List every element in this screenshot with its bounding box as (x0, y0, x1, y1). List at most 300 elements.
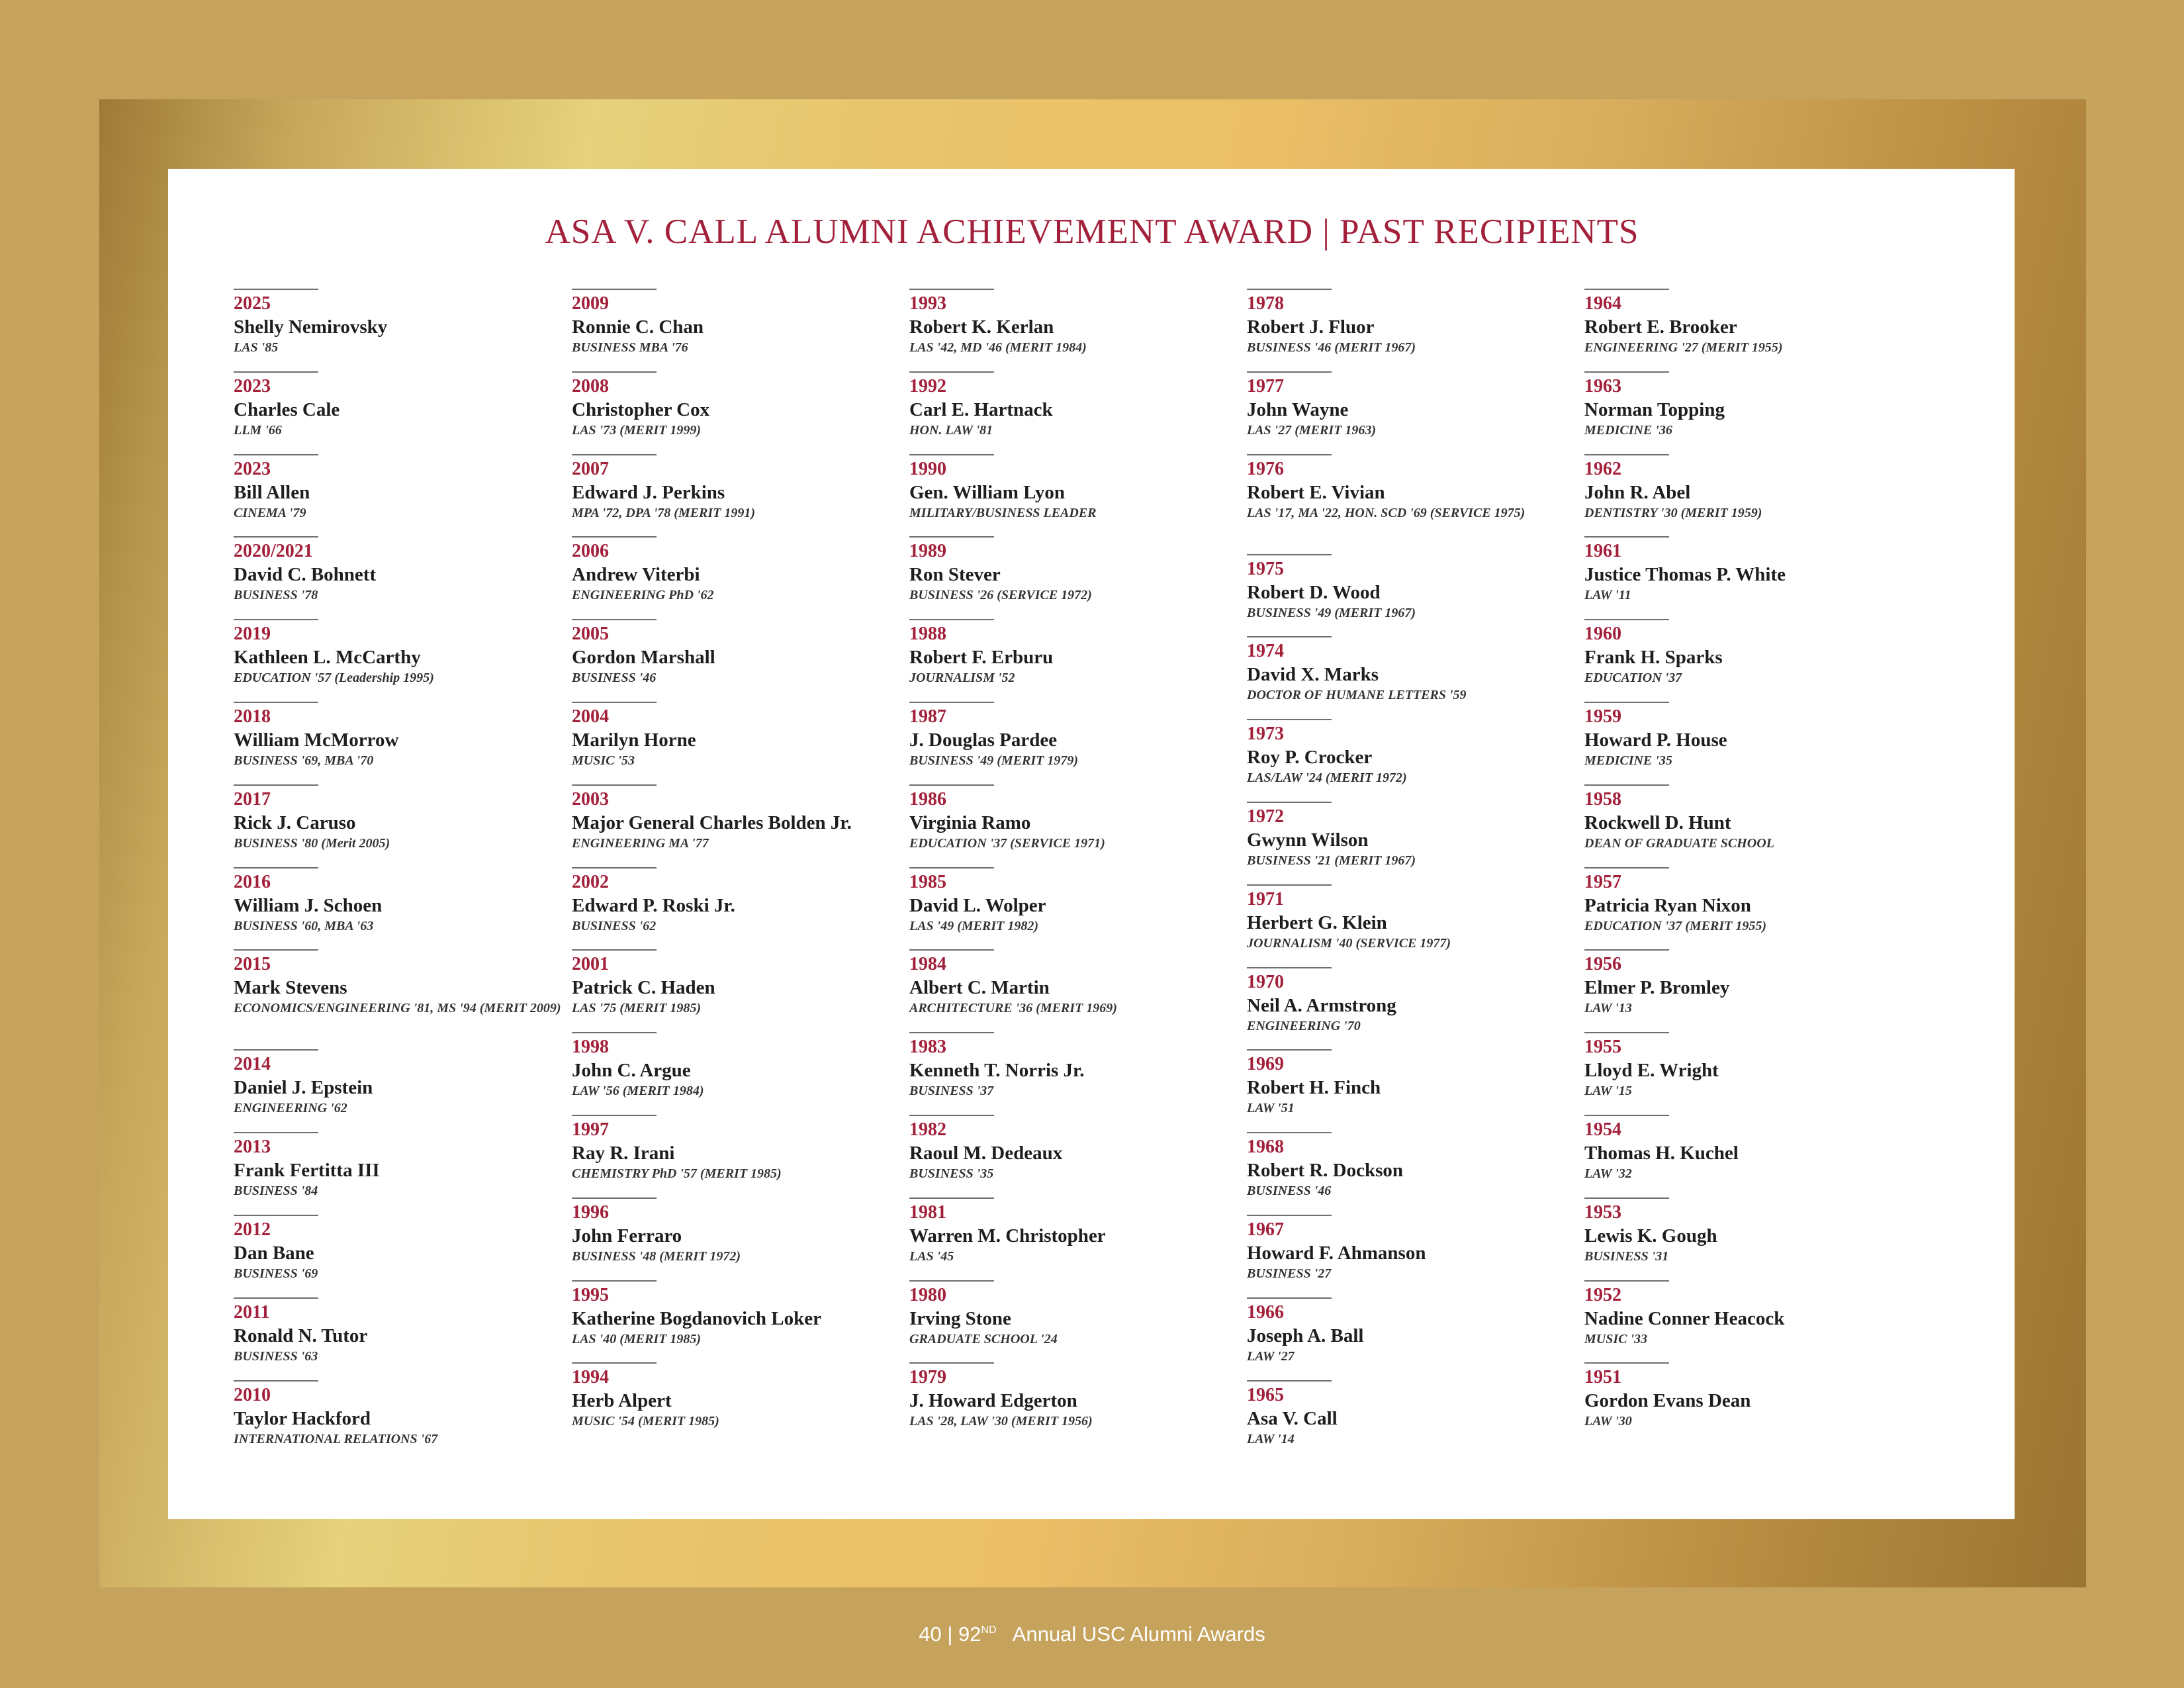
award-year: 1987 (909, 706, 946, 727)
year-divider (1584, 1197, 1669, 1199)
award-year: 2012 (234, 1219, 271, 1240)
recipient-detail: ENGINEERING '27 (MERIT 1955) (1584, 340, 1783, 355)
recipient-name: Gordon Marshall (572, 647, 715, 669)
recipient-entry (1247, 1297, 1578, 1380)
recipient-entry (234, 454, 565, 537)
award-year: 2007 (572, 458, 609, 479)
recipient-name: John Wayne (1247, 399, 1349, 420)
award-year: 2015 (234, 954, 271, 975)
recipient-detail: EDUCATION '37 (MERIT 1955) (1584, 918, 1767, 933)
year-divider (234, 1132, 318, 1133)
recipient-name: David C. Bohnett (234, 564, 377, 586)
recipient-name: Norman Topping (1584, 399, 1725, 420)
recipient-entry (572, 619, 903, 702)
recipient-name: Kathleen L. McCarthy (234, 647, 421, 669)
recipient-entry (234, 1132, 565, 1215)
recipient-name: Gordon Evans Dean (1584, 1390, 1751, 1412)
recipient-detail: MEDICINE '35 (1584, 753, 1672, 768)
year-divider (1247, 454, 1332, 455)
recipient-name: Ronnie C. Chan (572, 316, 704, 338)
recipient-detail: DOCTOR OF HUMANE LETTERS '59 (1247, 688, 1467, 703)
recipient-name: Howard P. House (1584, 729, 1727, 751)
page-number: 40 (919, 1622, 942, 1646)
year-divider (1584, 1032, 1669, 1033)
recipient-detail: BUSINESS '49 (MERIT 1967) (1247, 605, 1416, 620)
recipient-detail: BUSINESS '31 (1584, 1248, 1669, 1264)
award-year: 1969 (1247, 1054, 1284, 1075)
recipient-detail: BUSINESS '69 (234, 1266, 318, 1281)
recipient-detail: ECONOMICS/ENGINEERING '81, MS '94 (MERIT 2009) (234, 1001, 561, 1016)
recipient-name: Frank H. Sparks (1584, 647, 1723, 669)
award-year: 2023 (234, 375, 271, 397)
year-divider (1247, 802, 1332, 803)
award-year: 1952 (1584, 1284, 1621, 1305)
award-year: 1953 (1584, 1201, 1621, 1223)
award-year: 1960 (1584, 624, 1621, 645)
recipients-column-2 (572, 289, 903, 1445)
year-divider (909, 1280, 994, 1282)
award-year: 1995 (572, 1284, 609, 1305)
recipient-detail: EDUCATION '57 (Leadership 1995) (234, 671, 434, 686)
recipient-entry (572, 1280, 903, 1363)
recipient-name: Justice Thomas P. White (1584, 564, 1786, 586)
award-year: 1958 (1584, 788, 1621, 810)
recipient-name: Gen. William Lyon (909, 481, 1066, 503)
recipient-name: John R. Abel (1584, 481, 1691, 503)
recipient-name: Asa V. Call (1247, 1407, 1338, 1429)
recipient-entry (234, 702, 565, 784)
recipient-name: Marilyn Horne (572, 729, 696, 751)
recipient-name: Bill Allen (234, 481, 310, 503)
year-divider (1247, 1132, 1332, 1133)
year-divider (909, 867, 994, 868)
recipient-entry (1584, 1115, 1915, 1197)
recipient-entry (1247, 554, 1578, 637)
recipient-name: Neil A. Armstrong (1247, 994, 1396, 1016)
recipient-entry (1584, 1032, 1915, 1115)
year-divider (909, 702, 994, 703)
recipient-detail: JOURNALISM '52 (909, 671, 1015, 686)
year-divider (1584, 619, 1669, 620)
recipient-detail: LLM '66 (234, 422, 282, 438)
recipients-column-4 (1247, 289, 1578, 1462)
recipient-detail: LAW '27 (1247, 1348, 1295, 1364)
award-year: 1988 (909, 624, 946, 645)
recipient-name: Edward J. Perkins (572, 481, 725, 503)
recipient-entry (1584, 619, 1915, 702)
recipient-entry (234, 536, 565, 619)
recipient-entry (909, 1115, 1240, 1197)
recipient-name: Major General Charles Bolden Jr. (572, 812, 852, 833)
year-divider (234, 867, 318, 868)
recipient-detail: LAW '30 (1584, 1414, 1632, 1429)
award-year: 1970 (1247, 971, 1284, 992)
award-year: 2008 (572, 375, 609, 397)
year-divider (572, 784, 657, 786)
award-year: 2011 (234, 1301, 270, 1323)
award-year: 1963 (1584, 375, 1621, 397)
recipient-name: J. Douglas Pardee (909, 729, 1058, 751)
recipient-entry (909, 289, 1240, 371)
year-divider (1584, 454, 1669, 455)
recipient-detail: INTERNATIONAL RELATIONS '67 (234, 1431, 438, 1446)
year-divider (1584, 536, 1669, 538)
recipient-entry (1584, 1197, 1915, 1280)
year-divider (234, 1215, 318, 1216)
award-year: 2006 (572, 541, 609, 562)
year-divider (909, 1362, 994, 1364)
award-year: 1978 (1247, 293, 1284, 314)
recipient-detail: LAS '42, MD '46 (MERIT 1984) (909, 340, 1087, 355)
award-year: 2019 (234, 624, 271, 645)
year-divider (572, 1362, 657, 1364)
recipient-name: Raoul M. Dedeaux (909, 1142, 1063, 1164)
award-year: 2016 (234, 871, 271, 892)
year-divider (572, 619, 657, 620)
recipient-detail: BUSINESS '26 (SERVICE 1972) (909, 588, 1092, 603)
recipient-detail: LAS '49 (MERIT 1982) (909, 918, 1039, 933)
year-divider (1247, 371, 1332, 373)
award-year: 2009 (572, 293, 609, 314)
recipient-detail: LAW '56 (MERIT 1984) (572, 1084, 704, 1099)
recipient-entry (909, 454, 1240, 537)
recipient-name: Rockwell D. Hunt (1584, 812, 1731, 833)
year-divider (909, 454, 994, 455)
recipient-detail: ENGINEERING MA '77 (572, 835, 709, 851)
recipient-detail: BUSINESS '46 (MERIT 1967) (1247, 340, 1416, 355)
recipient-entry (572, 1197, 903, 1280)
recipient-detail: LAW '51 (1247, 1101, 1295, 1116)
year-divider (1247, 1380, 1332, 1382)
recipient-entry (1247, 802, 1578, 884)
award-year: 1955 (1584, 1037, 1621, 1058)
award-year: 2004 (572, 706, 609, 727)
recipient-detail: BUSINESS '62 (572, 918, 657, 933)
recipient-name: Joseph A. Ball (1247, 1325, 1364, 1346)
recipient-name: Daniel J. Epstein (234, 1077, 373, 1099)
recipient-detail: LAS '45 (909, 1248, 954, 1264)
recipient-entry (234, 1049, 565, 1132)
recipient-entry (1247, 884, 1578, 967)
recipient-detail: BUSINESS '80 (Merit 2005) (234, 835, 390, 851)
footer-separator: | (947, 1622, 953, 1646)
award-year: 1956 (1584, 954, 1621, 975)
recipient-detail: MILITARY/BUSINESS LEADER (909, 505, 1097, 520)
award-year: 1989 (909, 541, 946, 562)
award-year: 1967 (1247, 1219, 1284, 1240)
recipient-name: Gwynn Wilson (1247, 829, 1369, 851)
recipient-entry (234, 1215, 565, 1297)
recipient-detail: BUSINESS '78 (234, 588, 318, 603)
year-divider (1247, 554, 1332, 555)
recipient-detail: BUSINESS '37 (909, 1084, 994, 1099)
award-year: 1973 (1247, 724, 1284, 745)
award-year: 1962 (1584, 458, 1621, 479)
recipients-column-3 (909, 289, 1240, 1445)
year-divider (1584, 702, 1669, 703)
recipient-name: Thomas H. Kuchel (1584, 1142, 1739, 1164)
recipient-name: Dan Bane (234, 1242, 314, 1264)
award-year: 1976 (1247, 458, 1284, 479)
recipient-entry (234, 289, 565, 371)
recipient-detail: CHEMISTRY PhD '57 (MERIT 1985) (572, 1166, 782, 1181)
recipient-detail: LAS '73 (MERIT 1999) (572, 422, 702, 438)
award-year: 1979 (909, 1367, 946, 1388)
recipient-entry (572, 454, 903, 537)
year-divider (572, 867, 657, 868)
recipient-detail: ARCHITECTURE '36 (MERIT 1969) (909, 1001, 1117, 1016)
recipient-entry (909, 702, 1240, 784)
recipient-name: Elmer P. Bromley (1584, 977, 1730, 999)
year-divider (909, 784, 994, 786)
recipient-detail: MUSIC '53 (572, 753, 635, 768)
year-divider (572, 454, 657, 455)
award-year: 1982 (909, 1119, 946, 1140)
award-year: 2005 (572, 624, 609, 645)
recipient-detail: BUSINESS '60, MBA '63 (234, 918, 374, 933)
recipient-detail: ENGINEERING PhD '62 (572, 588, 714, 603)
recipient-name: John C. Argue (572, 1060, 691, 1082)
recipient-entry (572, 867, 903, 950)
recipient-detail: MUSIC '54 (MERIT 1985) (572, 1414, 719, 1429)
recipient-entry (1247, 719, 1578, 802)
year-divider (1584, 784, 1669, 786)
recipient-detail: LAS/LAW '24 (MERIT 1972) (1247, 771, 1407, 786)
recipient-name: Robert K. Kerlan (909, 316, 1054, 338)
year-divider (234, 289, 318, 290)
recipient-name: Robert D. Wood (1247, 581, 1381, 603)
recipient-entry (1584, 1280, 1915, 1363)
recipient-detail: BUSINESS '27 (1247, 1266, 1332, 1281)
award-year: 1986 (909, 788, 946, 810)
recipient-entry (1584, 371, 1915, 454)
recipient-name: Andrew Viterbi (572, 564, 700, 586)
recipient-detail: LAW '13 (1584, 1001, 1632, 1016)
year-divider (1584, 289, 1669, 290)
recipient-detail: LAS '28, LAW '30 (MERIT 1956) (909, 1414, 1093, 1429)
recipient-name: Mark Stevens (234, 977, 347, 999)
recipient-entry (234, 867, 565, 950)
recipient-entry (1584, 702, 1915, 784)
recipient-entry (234, 1380, 565, 1463)
recipient-detail: LAW '14 (1247, 1431, 1295, 1446)
recipient-name: Ron Stever (909, 564, 1001, 586)
award-year: 2002 (572, 871, 609, 892)
recipient-detail: LAS '85 (234, 340, 279, 355)
year-divider (1584, 1280, 1669, 1282)
award-year: 1994 (572, 1367, 609, 1388)
edition-number: 92 (958, 1622, 981, 1646)
award-year: 1992 (909, 375, 946, 397)
recipient-name: Kenneth T. Norris Jr. (909, 1060, 1085, 1082)
recipient-detail: CINEMA '79 (234, 505, 306, 520)
year-divider (234, 784, 318, 786)
recipient-entry (1247, 1132, 1578, 1215)
recipient-name: Robert J. Fluor (1247, 316, 1375, 338)
recipient-name: Herb Alpert (572, 1390, 672, 1412)
year-divider (572, 1197, 657, 1199)
year-divider (909, 619, 994, 620)
award-year: 2023 (234, 458, 271, 479)
year-divider (572, 289, 657, 290)
recipient-detail: BUSINESS '21 (MERIT 1967) (1247, 853, 1416, 868)
recipient-name: Robert E. Brooker (1584, 316, 1737, 338)
recipient-detail: BUSINESS '35 (909, 1166, 994, 1181)
recipient-entry (909, 536, 1240, 619)
award-year: 2003 (572, 788, 609, 810)
recipient-name: Frank Fertitta III (234, 1160, 380, 1182)
recipient-name: J. Howard Edgerton (909, 1390, 1077, 1412)
recipient-name: Robert R. Dockson (1247, 1160, 1404, 1182)
recipient-detail: HON. LAW '81 (909, 422, 993, 438)
year-divider (1584, 949, 1669, 951)
recipient-detail: LAW '15 (1584, 1084, 1632, 1099)
recipient-detail: GRADUATE SCHOOL '24 (909, 1331, 1058, 1346)
recipient-name: Robert F. Erburu (909, 647, 1054, 669)
award-year: 1972 (1247, 806, 1284, 827)
recipient-detail: BUSINESS MBA '76 (572, 340, 688, 355)
recipient-name: Patrick C. Haden (572, 977, 715, 999)
year-divider (1247, 719, 1332, 720)
recipient-name: David X. Marks (1247, 664, 1379, 686)
recipient-detail: BUSINESS '69, MBA '70 (234, 753, 374, 768)
recipient-name: William J. Schoen (234, 894, 383, 916)
recipient-entry (1247, 1049, 1578, 1132)
recipient-entry (909, 371, 1240, 454)
recipient-detail: EDUCATION '37 (1584, 671, 1682, 686)
recipient-detail: DEAN OF GRADUATE SCHOOL (1584, 835, 1774, 851)
award-year: 2001 (572, 954, 609, 975)
recipient-entry (572, 784, 903, 867)
year-divider (1247, 289, 1332, 290)
award-year: 2025 (234, 293, 271, 314)
year-divider (234, 536, 318, 538)
award-year: 2020/2021 (234, 541, 313, 562)
recipient-name: Ray R. Irani (572, 1142, 675, 1164)
award-year: 1993 (909, 293, 946, 314)
recipient-name: Lewis K. Gough (1584, 1225, 1717, 1246)
recipient-name: Taylor Hackford (234, 1407, 371, 1429)
page-title: ASA V. CALL ALUMNI ACHIEVEMENT AWARD | PAST RECIPIENTS (545, 212, 1639, 251)
recipient-entry (572, 949, 903, 1032)
recipient-entry (572, 1115, 903, 1197)
award-year: 1951 (1584, 1367, 1621, 1388)
year-divider (909, 1115, 994, 1116)
recipient-detail: MEDICINE '36 (1584, 422, 1672, 438)
award-year: 1959 (1584, 706, 1621, 727)
recipient-entry (909, 1280, 1240, 1363)
recipient-detail: LAW '11 (1584, 588, 1631, 603)
year-divider (1247, 967, 1332, 968)
recipient-detail: BUSINESS '63 (234, 1348, 318, 1364)
award-year: 1975 (1247, 558, 1284, 579)
recipient-name: Robert E. Vivian (1247, 481, 1385, 503)
recipient-name: Charles Cale (234, 399, 340, 420)
recipient-name: Virginia Ramo (909, 812, 1031, 833)
recipient-name: John Ferraro (572, 1225, 682, 1246)
award-year: 1954 (1584, 1119, 1621, 1140)
recipient-name: Roy P. Crocker (1247, 747, 1373, 769)
recipient-entry (1584, 784, 1915, 867)
recipient-name: Irving Stone (909, 1307, 1011, 1329)
recipient-entry (1247, 967, 1578, 1050)
recipient-name: Albert C. Martin (909, 977, 1050, 999)
recipient-entry (909, 1197, 1240, 1280)
recipient-entry (572, 536, 903, 619)
recipient-entry (234, 1297, 565, 1380)
recipient-name: William McMorrow (234, 729, 399, 751)
award-year: 1985 (909, 871, 946, 892)
award-year: 2013 (234, 1137, 271, 1158)
recipient-entry (1584, 949, 1915, 1032)
year-divider (909, 371, 994, 373)
recipient-entry (909, 949, 1240, 1032)
recipients-column-1 (234, 289, 565, 1462)
year-divider (572, 702, 657, 703)
award-year: 1997 (572, 1119, 609, 1140)
recipient-detail: BUSINESS '46 (572, 671, 657, 686)
award-year: 1966 (1247, 1301, 1284, 1323)
edition-suffix: ND (981, 1624, 997, 1636)
recipient-name: Patricia Ryan Nixon (1584, 894, 1751, 916)
recipient-name: Katherine Bogdanovich Loker (572, 1307, 822, 1329)
year-divider (909, 1032, 994, 1033)
award-year: 1980 (909, 1284, 946, 1305)
recipient-entry (572, 702, 903, 784)
recipient-detail: MPA '72, DPA '78 (MERIT 1991) (572, 505, 756, 520)
year-divider (909, 536, 994, 538)
recipient-name: Carl E. Hartnack (909, 399, 1053, 420)
recipient-entry (234, 371, 565, 454)
award-year: 1957 (1584, 871, 1621, 892)
year-divider (572, 1115, 657, 1116)
year-divider (234, 1297, 318, 1299)
recipient-entry (572, 371, 903, 454)
award-year: 2014 (234, 1054, 271, 1075)
recipient-detail: ENGINEERING '70 (1247, 1018, 1361, 1033)
recipient-entry (909, 867, 1240, 950)
recipients-column-5 (1584, 289, 1915, 1445)
recipient-entry (1584, 289, 1915, 371)
award-year: 2017 (234, 788, 271, 810)
recipient-name: Nadine Conner Heacock (1584, 1307, 1785, 1329)
recipient-detail: BUSINESS '48 (MERIT 1972) (572, 1248, 741, 1264)
recipient-entry (909, 619, 1240, 702)
year-divider (1584, 1115, 1669, 1116)
year-divider (1584, 1362, 1669, 1364)
year-divider (234, 702, 318, 703)
recipient-name: Rick J. Caruso (234, 812, 356, 833)
award-year: 1998 (572, 1037, 609, 1058)
recipient-detail: LAS '75 (MERIT 1985) (572, 1001, 702, 1016)
year-divider (1584, 867, 1669, 868)
recipient-name: Warren M. Christopher (909, 1225, 1106, 1246)
year-divider (1247, 1049, 1332, 1051)
year-divider (1247, 884, 1332, 886)
award-year: 1996 (572, 1201, 609, 1223)
award-year: 1974 (1247, 641, 1284, 662)
recipient-entry (1247, 289, 1578, 371)
year-divider (1247, 636, 1332, 637)
award-year: 1984 (909, 954, 946, 975)
year-divider (572, 1280, 657, 1282)
recipient-detail: BUSINESS '49 (MERIT 1979) (909, 753, 1079, 768)
award-year: 1965 (1247, 1384, 1284, 1405)
recipient-detail: LAS '17, MA '22, HON. SCD '69 (SERVICE 1975) (1247, 505, 1525, 520)
award-year: 2018 (234, 706, 271, 727)
award-year: 1968 (1247, 1137, 1284, 1158)
recipient-name: Shelly Nemirovsky (234, 316, 388, 338)
